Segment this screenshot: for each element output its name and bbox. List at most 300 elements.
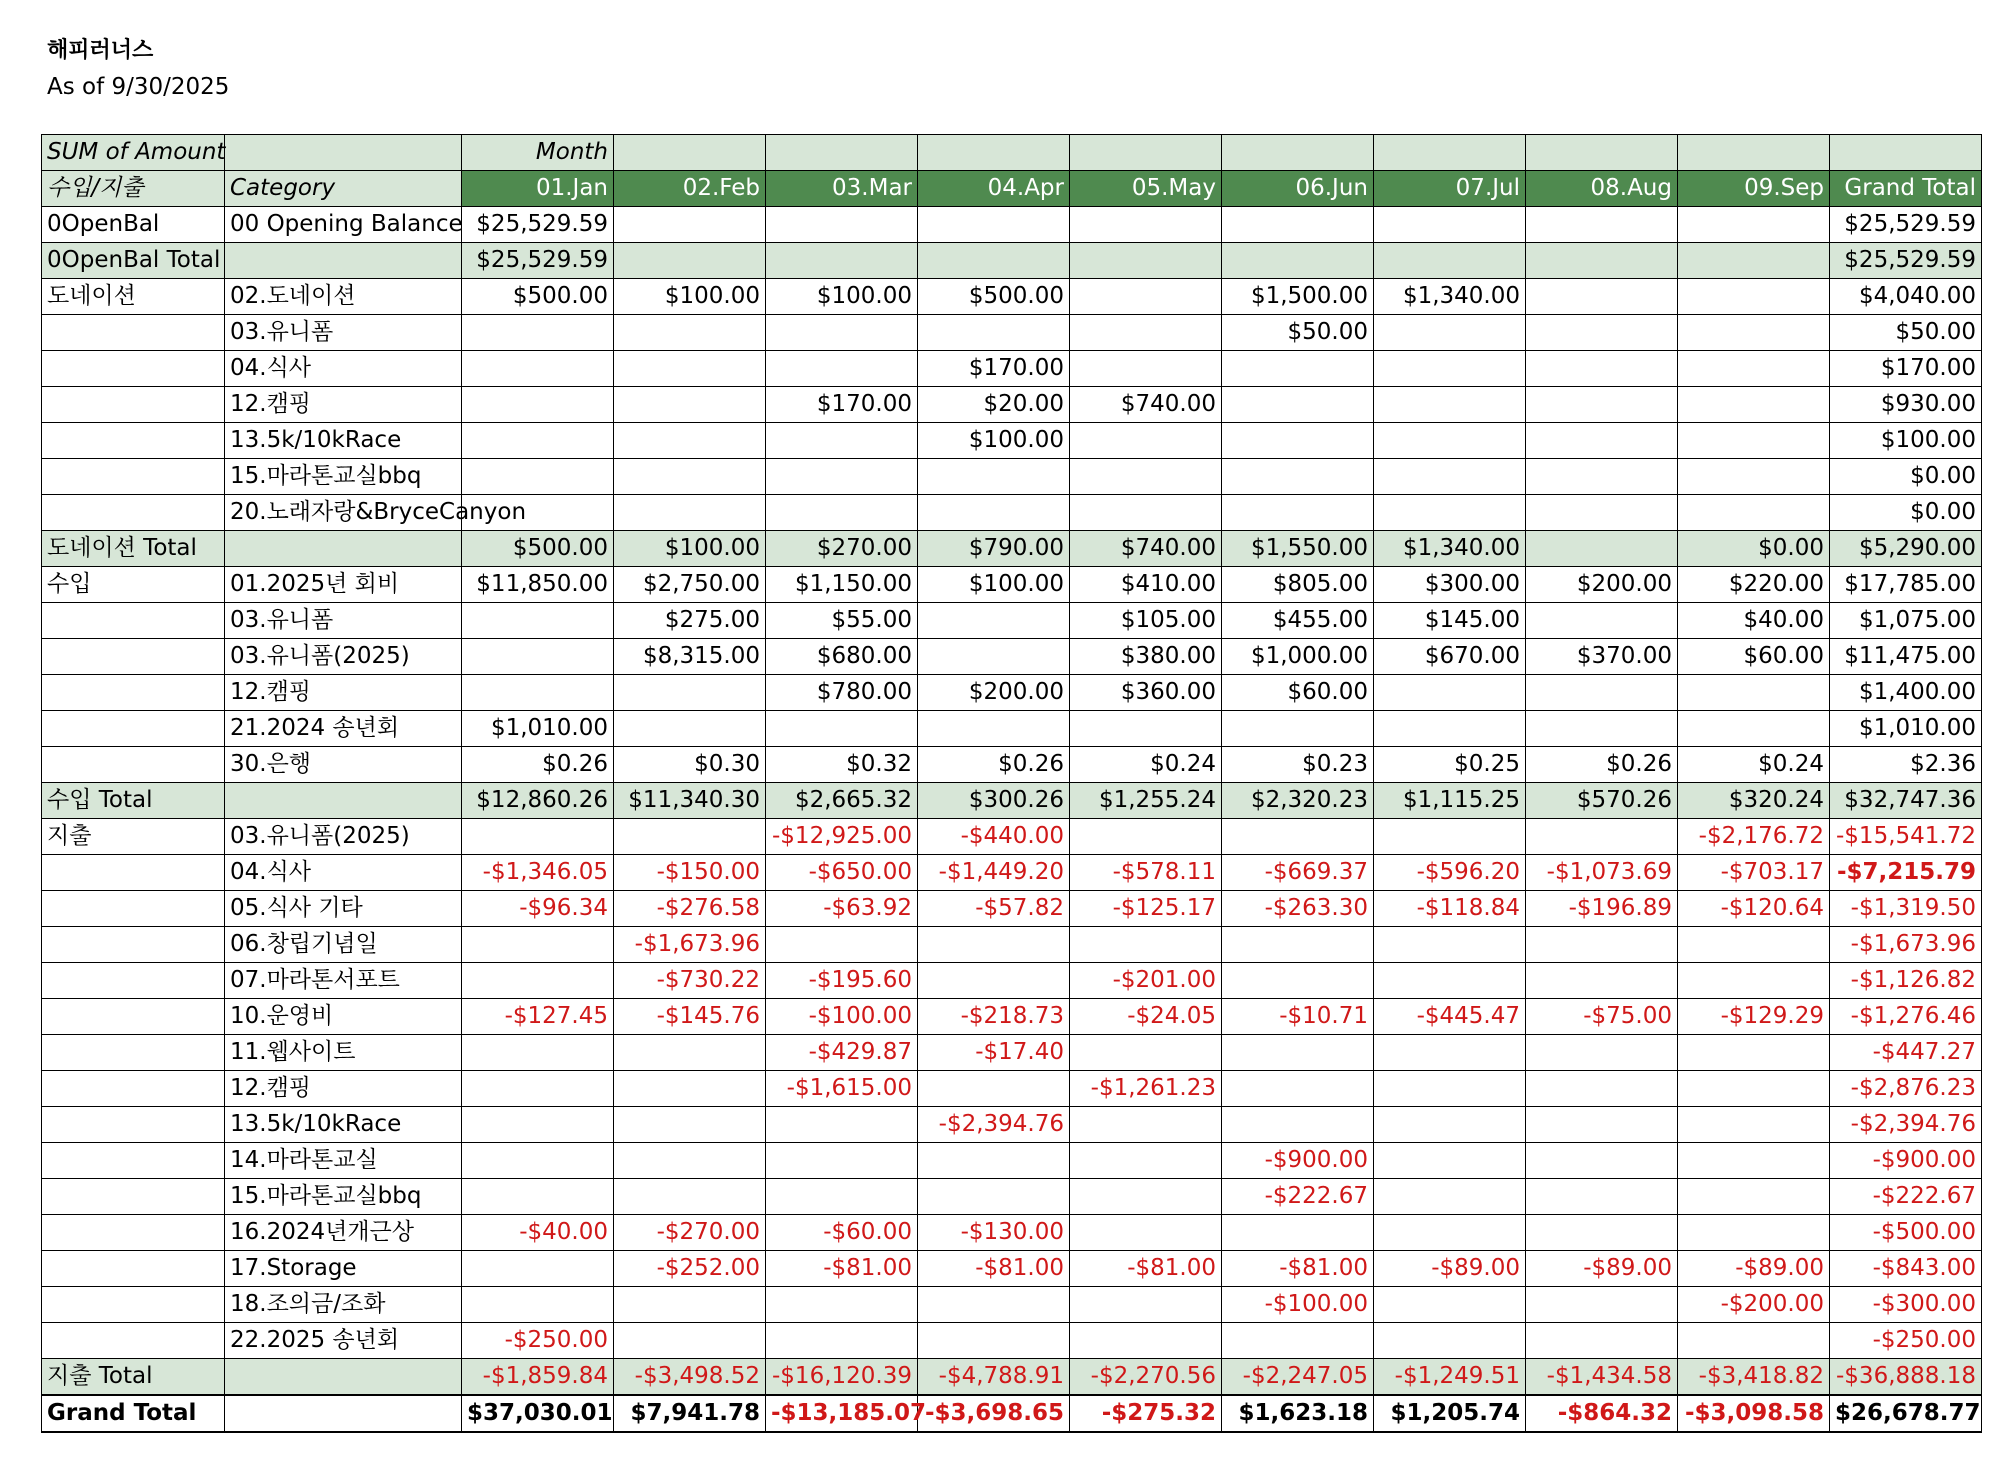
- value-cell[interactable]: -$89.00: [1526, 1251, 1678, 1287]
- group-cell[interactable]: 지출 Total: [42, 1359, 225, 1396]
- value-cell[interactable]: [1070, 1287, 1222, 1323]
- value-cell[interactable]: $740.00: [1070, 387, 1222, 423]
- category-cell[interactable]: 18.조의금/조화: [225, 1287, 462, 1323]
- value-cell[interactable]: [918, 207, 1070, 243]
- value-cell[interactable]: -$1,249.51: [1374, 1359, 1526, 1396]
- value-cell[interactable]: [462, 387, 614, 423]
- group-cell[interactable]: 0OpenBal: [42, 207, 225, 243]
- value-cell[interactable]: $670.00: [1374, 639, 1526, 675]
- value-cell[interactable]: [918, 1071, 1070, 1107]
- value-cell[interactable]: [1222, 351, 1374, 387]
- value-cell[interactable]: [1222, 1071, 1374, 1107]
- value-cell[interactable]: -$275.32: [1070, 1395, 1222, 1432]
- group-cell[interactable]: 수입 Total: [42, 783, 225, 819]
- value-cell[interactable]: -$1,615.00: [766, 1071, 918, 1107]
- value-cell[interactable]: -$218.73: [918, 999, 1070, 1035]
- value-cell[interactable]: [462, 459, 614, 495]
- value-cell[interactable]: [1070, 243, 1222, 279]
- value-cell[interactable]: -$669.37: [1222, 855, 1374, 891]
- value-cell[interactable]: [766, 1179, 918, 1215]
- value-cell[interactable]: $2,320.23: [1222, 783, 1374, 819]
- group-cell[interactable]: [42, 495, 225, 531]
- value-cell[interactable]: -$196.89: [1526, 891, 1678, 927]
- value-cell[interactable]: [1526, 1179, 1678, 1215]
- value-cell[interactable]: [462, 819, 614, 855]
- value-cell[interactable]: [1070, 315, 1222, 351]
- value-cell[interactable]: [462, 1035, 614, 1071]
- value-cell[interactable]: [1526, 711, 1678, 747]
- value-cell[interactable]: -$440.00: [918, 819, 1070, 855]
- value-cell[interactable]: $2,750.00: [614, 567, 766, 603]
- category-cell[interactable]: 12.캠핑: [225, 387, 462, 423]
- category-cell[interactable]: 15.마라톤교실bbq: [225, 459, 462, 495]
- value-cell[interactable]: [1070, 459, 1222, 495]
- value-cell[interactable]: [462, 639, 614, 675]
- value-cell[interactable]: -$276.58: [614, 891, 766, 927]
- value-cell[interactable]: [918, 603, 1070, 639]
- value-cell[interactable]: -$127.45: [462, 999, 614, 1035]
- row-total-cell[interactable]: $25,529.59: [1830, 207, 1982, 243]
- value-cell[interactable]: [766, 243, 918, 279]
- value-cell[interactable]: [614, 243, 766, 279]
- group-cell[interactable]: [42, 1323, 225, 1359]
- category-cell[interactable]: 22.2025 송년회: [225, 1323, 462, 1359]
- value-cell[interactable]: [462, 1107, 614, 1143]
- category-cell[interactable]: 07.마라톤서포트: [225, 963, 462, 999]
- value-cell[interactable]: [1526, 459, 1678, 495]
- row-total-cell[interactable]: $11,475.00: [1830, 639, 1982, 675]
- value-cell[interactable]: $570.26: [1526, 783, 1678, 819]
- value-cell[interactable]: [766, 1323, 918, 1359]
- value-cell[interactable]: [766, 1287, 918, 1323]
- value-cell[interactable]: [462, 963, 614, 999]
- value-cell[interactable]: $1,000.00: [1222, 639, 1374, 675]
- value-cell[interactable]: $780.00: [766, 675, 918, 711]
- value-cell[interactable]: -$81.00: [918, 1251, 1070, 1287]
- value-cell[interactable]: [1526, 603, 1678, 639]
- value-cell[interactable]: [1678, 315, 1830, 351]
- group-cell[interactable]: [42, 999, 225, 1035]
- value-cell[interactable]: [1222, 711, 1374, 747]
- value-cell[interactable]: [918, 963, 1070, 999]
- value-cell[interactable]: $100.00: [614, 279, 766, 315]
- value-cell[interactable]: [462, 927, 614, 963]
- value-cell[interactable]: -$57.82: [918, 891, 1070, 927]
- value-cell[interactable]: [1526, 315, 1678, 351]
- value-cell[interactable]: [614, 1071, 766, 1107]
- category-cell[interactable]: [225, 531, 462, 567]
- value-cell[interactable]: [1070, 1179, 1222, 1215]
- category-cell[interactable]: 30.은행: [225, 747, 462, 783]
- value-cell[interactable]: $0.00: [1678, 531, 1830, 567]
- value-cell[interactable]: [1070, 1107, 1222, 1143]
- row-total-cell[interactable]: $26,678.77: [1830, 1395, 1982, 1432]
- month-header[interactable]: 04.Apr: [918, 171, 1070, 207]
- value-cell[interactable]: $300.26: [918, 783, 1070, 819]
- value-cell[interactable]: -$60.00: [766, 1215, 918, 1251]
- value-cell[interactable]: -$864.32: [1526, 1395, 1678, 1432]
- value-cell[interactable]: [614, 711, 766, 747]
- month-header[interactable]: 02.Feb: [614, 171, 766, 207]
- group-cell[interactable]: [42, 315, 225, 351]
- group-cell[interactable]: [42, 1107, 225, 1143]
- value-cell[interactable]: [614, 387, 766, 423]
- row-total-cell[interactable]: $2.36: [1830, 747, 1982, 783]
- value-cell[interactable]: [614, 459, 766, 495]
- value-cell[interactable]: -$16,120.39: [766, 1359, 918, 1396]
- value-cell[interactable]: $100.00: [614, 531, 766, 567]
- value-cell[interactable]: -$24.05: [1070, 999, 1222, 1035]
- group-cell[interactable]: 수입: [42, 567, 225, 603]
- category-cell[interactable]: 00 Opening Balance: [225, 207, 462, 243]
- category-cell[interactable]: 16.2024년개근상: [225, 1215, 462, 1251]
- value-cell[interactable]: [1222, 387, 1374, 423]
- group-cell[interactable]: [42, 603, 225, 639]
- value-cell[interactable]: [1374, 423, 1526, 459]
- value-cell[interactable]: [1374, 495, 1526, 531]
- value-cell[interactable]: [1374, 1107, 1526, 1143]
- value-cell[interactable]: [462, 423, 614, 459]
- value-cell[interactable]: [1222, 459, 1374, 495]
- value-cell[interactable]: $2,665.32: [766, 783, 918, 819]
- value-cell[interactable]: [1374, 1143, 1526, 1179]
- value-cell[interactable]: -$1,673.96: [614, 927, 766, 963]
- value-cell[interactable]: -$201.00: [1070, 963, 1222, 999]
- value-cell[interactable]: -$13,185.07: [766, 1395, 918, 1432]
- value-cell[interactable]: -$250.00: [462, 1323, 614, 1359]
- value-cell[interactable]: [462, 1287, 614, 1323]
- value-cell[interactable]: [1678, 207, 1830, 243]
- value-cell[interactable]: -$252.00: [614, 1251, 766, 1287]
- value-cell[interactable]: [918, 459, 1070, 495]
- value-cell[interactable]: $8,315.00: [614, 639, 766, 675]
- group-cell[interactable]: 도네이션 Total: [42, 531, 225, 567]
- value-cell[interactable]: $1,340.00: [1374, 531, 1526, 567]
- month-header[interactable]: 09.Sep: [1678, 171, 1830, 207]
- value-cell[interactable]: $200.00: [918, 675, 1070, 711]
- value-cell[interactable]: [1222, 423, 1374, 459]
- group-cell[interactable]: Grand Total: [42, 1395, 225, 1432]
- value-cell[interactable]: [1374, 927, 1526, 963]
- value-cell[interactable]: [1526, 1107, 1678, 1143]
- category-cell[interactable]: 20.노래자랑&BryceCanyon: [225, 495, 462, 531]
- value-cell[interactable]: [918, 1287, 1070, 1323]
- value-cell[interactable]: $50.00: [1222, 315, 1374, 351]
- group-cell[interactable]: [42, 1287, 225, 1323]
- month-field-label[interactable]: Month: [462, 135, 614, 171]
- value-cell[interactable]: [918, 495, 1070, 531]
- row-total-cell[interactable]: $32,747.36: [1830, 783, 1982, 819]
- value-cell[interactable]: [614, 1107, 766, 1143]
- value-cell[interactable]: $1,115.25: [1374, 783, 1526, 819]
- value-cell[interactable]: [1526, 279, 1678, 315]
- value-cell[interactable]: [1526, 387, 1678, 423]
- value-cell[interactable]: [1526, 963, 1678, 999]
- group-cell[interactable]: [42, 1071, 225, 1107]
- value-cell[interactable]: $25,529.59: [462, 207, 614, 243]
- value-cell[interactable]: [1374, 1287, 1526, 1323]
- value-cell[interactable]: [1070, 207, 1222, 243]
- value-cell[interactable]: -$81.00: [1222, 1251, 1374, 1287]
- value-cell[interactable]: -$1,073.69: [1526, 855, 1678, 891]
- value-cell[interactable]: $410.00: [1070, 567, 1222, 603]
- value-cell[interactable]: -$145.76: [614, 999, 766, 1035]
- value-cell[interactable]: $11,850.00: [462, 567, 614, 603]
- value-cell[interactable]: -$1,261.23: [1070, 1071, 1222, 1107]
- value-cell[interactable]: [1678, 1071, 1830, 1107]
- row-total-cell[interactable]: -$250.00: [1830, 1323, 1982, 1359]
- value-cell[interactable]: $360.00: [1070, 675, 1222, 711]
- row-total-cell[interactable]: -$843.00: [1830, 1251, 1982, 1287]
- month-header[interactable]: 03.Mar: [766, 171, 918, 207]
- value-cell[interactable]: [766, 711, 918, 747]
- value-cell[interactable]: [766, 1107, 918, 1143]
- value-cell[interactable]: $1,623.18: [1222, 1395, 1374, 1432]
- value-cell[interactable]: [1678, 1143, 1830, 1179]
- value-cell[interactable]: [1678, 1179, 1830, 1215]
- category-cell[interactable]: 13.5k/10kRace: [225, 423, 462, 459]
- value-cell[interactable]: $100.00: [918, 567, 1070, 603]
- value-cell[interactable]: [918, 927, 1070, 963]
- value-cell[interactable]: [1070, 423, 1222, 459]
- category-cell[interactable]: 03.유니폼(2025): [225, 819, 462, 855]
- value-cell[interactable]: -$10.71: [1222, 999, 1374, 1035]
- value-cell[interactable]: [1374, 351, 1526, 387]
- value-cell[interactable]: [614, 675, 766, 711]
- value-cell[interactable]: [1374, 819, 1526, 855]
- row-total-cell[interactable]: $1,010.00: [1830, 711, 1982, 747]
- value-cell[interactable]: -$100.00: [766, 999, 918, 1035]
- value-cell[interactable]: $12,860.26: [462, 783, 614, 819]
- row-total-cell[interactable]: $1,075.00: [1830, 603, 1982, 639]
- row-total-cell[interactable]: $0.00: [1830, 495, 1982, 531]
- value-cell[interactable]: [1678, 1323, 1830, 1359]
- value-cell[interactable]: [462, 1071, 614, 1107]
- value-cell[interactable]: [462, 675, 614, 711]
- category-cell[interactable]: 15.마라톤교실bbq: [225, 1179, 462, 1215]
- value-cell[interactable]: [1222, 1323, 1374, 1359]
- value-cell[interactable]: [1678, 963, 1830, 999]
- value-cell[interactable]: $25,529.59: [462, 243, 614, 279]
- value-cell[interactable]: $100.00: [918, 423, 1070, 459]
- value-cell[interactable]: $455.00: [1222, 603, 1374, 639]
- value-cell[interactable]: [1678, 1035, 1830, 1071]
- value-cell[interactable]: [614, 495, 766, 531]
- category-cell[interactable]: 12.캠핑: [225, 675, 462, 711]
- value-cell[interactable]: [462, 1179, 614, 1215]
- value-cell[interactable]: [918, 243, 1070, 279]
- value-cell[interactable]: $300.00: [1374, 567, 1526, 603]
- category-cell[interactable]: 17.Storage: [225, 1251, 462, 1287]
- row-total-cell[interactable]: $930.00: [1830, 387, 1982, 423]
- value-cell[interactable]: [1678, 927, 1830, 963]
- value-cell[interactable]: [1526, 675, 1678, 711]
- value-cell[interactable]: [918, 1179, 1070, 1215]
- value-cell[interactable]: [1526, 819, 1678, 855]
- value-cell[interactable]: -$100.00: [1222, 1287, 1374, 1323]
- group-cell[interactable]: [42, 747, 225, 783]
- value-cell[interactable]: [1070, 1323, 1222, 1359]
- group-cell[interactable]: [42, 387, 225, 423]
- value-cell[interactable]: -$578.11: [1070, 855, 1222, 891]
- value-cell[interactable]: -$40.00: [462, 1215, 614, 1251]
- value-cell[interactable]: $0.23: [1222, 747, 1374, 783]
- value-cell[interactable]: $790.00: [918, 531, 1070, 567]
- group-cell[interactable]: [42, 711, 225, 747]
- value-cell[interactable]: [1070, 819, 1222, 855]
- row-total-cell[interactable]: $25,529.59: [1830, 243, 1982, 279]
- row-total-cell[interactable]: $5,290.00: [1830, 531, 1982, 567]
- value-cell[interactable]: -$120.64: [1678, 891, 1830, 927]
- value-cell[interactable]: $1,010.00: [462, 711, 614, 747]
- value-cell[interactable]: [1070, 1035, 1222, 1071]
- value-cell[interactable]: -$222.67: [1222, 1179, 1374, 1215]
- value-cell[interactable]: -$81.00: [766, 1251, 918, 1287]
- value-cell[interactable]: [1374, 1179, 1526, 1215]
- row-total-cell[interactable]: -$1,126.82: [1830, 963, 1982, 999]
- value-cell[interactable]: [1222, 1035, 1374, 1071]
- value-cell[interactable]: [918, 1143, 1070, 1179]
- value-cell[interactable]: [766, 351, 918, 387]
- group-cell[interactable]: [42, 1215, 225, 1251]
- value-cell[interactable]: -$429.87: [766, 1035, 918, 1071]
- value-cell[interactable]: -$650.00: [766, 855, 918, 891]
- value-cell[interactable]: -$89.00: [1374, 1251, 1526, 1287]
- value-cell[interactable]: [1222, 1107, 1374, 1143]
- row-total-cell[interactable]: -$2,394.76: [1830, 1107, 1982, 1143]
- value-cell[interactable]: -$12,925.00: [766, 819, 918, 855]
- month-header[interactable]: 01.Jan: [462, 171, 614, 207]
- value-cell[interactable]: [766, 495, 918, 531]
- value-cell[interactable]: [462, 351, 614, 387]
- value-cell[interactable]: [1526, 1143, 1678, 1179]
- value-cell[interactable]: -$81.00: [1070, 1251, 1222, 1287]
- value-cell[interactable]: -$195.60: [766, 963, 918, 999]
- value-cell[interactable]: $0.32: [766, 747, 918, 783]
- value-cell[interactable]: [1678, 279, 1830, 315]
- group-cell[interactable]: [42, 927, 225, 963]
- value-cell[interactable]: $170.00: [766, 387, 918, 423]
- category-cell[interactable]: 01.2025년 회비: [225, 567, 462, 603]
- value-cell[interactable]: [1678, 387, 1830, 423]
- value-cell[interactable]: -$1,346.05: [462, 855, 614, 891]
- value-cell[interactable]: -$730.22: [614, 963, 766, 999]
- value-cell[interactable]: [1070, 927, 1222, 963]
- value-cell[interactable]: [1222, 819, 1374, 855]
- value-cell[interactable]: [1374, 1035, 1526, 1071]
- value-cell[interactable]: $805.00: [1222, 567, 1374, 603]
- value-cell[interactable]: -$703.17: [1678, 855, 1830, 891]
- category-cell[interactable]: 04.식사: [225, 351, 462, 387]
- row-total-cell[interactable]: $170.00: [1830, 351, 1982, 387]
- row-field-label-category[interactable]: Category: [225, 171, 462, 207]
- value-cell[interactable]: [1374, 387, 1526, 423]
- value-cell[interactable]: $0.26: [918, 747, 1070, 783]
- value-cell[interactable]: [1678, 243, 1830, 279]
- value-cell[interactable]: [766, 207, 918, 243]
- value-cell[interactable]: $220.00: [1678, 567, 1830, 603]
- value-cell[interactable]: [1374, 963, 1526, 999]
- value-cell[interactable]: $100.00: [766, 279, 918, 315]
- row-total-cell[interactable]: -$1,319.50: [1830, 891, 1982, 927]
- group-cell[interactable]: [42, 1251, 225, 1287]
- group-cell[interactable]: [42, 675, 225, 711]
- value-cell[interactable]: -$130.00: [918, 1215, 1070, 1251]
- value-cell[interactable]: [614, 1287, 766, 1323]
- value-cell[interactable]: -$118.84: [1374, 891, 1526, 927]
- value-cell[interactable]: $105.00: [1070, 603, 1222, 639]
- group-cell[interactable]: 지출: [42, 819, 225, 855]
- row-total-cell[interactable]: $100.00: [1830, 423, 1982, 459]
- value-cell[interactable]: [462, 1143, 614, 1179]
- category-cell[interactable]: 03.유니폼: [225, 603, 462, 639]
- row-total-cell[interactable]: -$2,876.23: [1830, 1071, 1982, 1107]
- value-cell[interactable]: $200.00: [1526, 567, 1678, 603]
- value-cell[interactable]: [1374, 1323, 1526, 1359]
- value-cell[interactable]: $0.25: [1374, 747, 1526, 783]
- value-cell[interactable]: [462, 1251, 614, 1287]
- value-cell[interactable]: $40.00: [1678, 603, 1830, 639]
- value-cell[interactable]: [1222, 963, 1374, 999]
- category-cell[interactable]: 12.캠핑: [225, 1071, 462, 1107]
- value-cell[interactable]: $0.24: [1678, 747, 1830, 783]
- value-cell[interactable]: -$2,270.56: [1070, 1359, 1222, 1396]
- value-cell[interactable]: -$150.00: [614, 855, 766, 891]
- value-cell[interactable]: [1222, 495, 1374, 531]
- row-total-cell[interactable]: $1,400.00: [1830, 675, 1982, 711]
- row-total-cell[interactable]: $50.00: [1830, 315, 1982, 351]
- month-header[interactable]: 06.Jun: [1222, 171, 1374, 207]
- group-cell[interactable]: [42, 855, 225, 891]
- category-cell[interactable]: 03.유니폼: [225, 315, 462, 351]
- value-cell[interactable]: [1070, 351, 1222, 387]
- row-total-cell[interactable]: -$1,276.46: [1830, 999, 1982, 1035]
- value-cell[interactable]: -$89.00: [1678, 1251, 1830, 1287]
- group-cell[interactable]: [42, 459, 225, 495]
- month-header[interactable]: 07.Jul: [1374, 171, 1526, 207]
- value-cell[interactable]: $1,205.74: [1374, 1395, 1526, 1432]
- value-cell[interactable]: [766, 1143, 918, 1179]
- group-cell[interactable]: [42, 639, 225, 675]
- value-cell[interactable]: -$2,394.76: [918, 1107, 1070, 1143]
- row-total-cell[interactable]: -$447.27: [1830, 1035, 1982, 1071]
- value-cell[interactable]: [1070, 1215, 1222, 1251]
- value-cell[interactable]: -$96.34: [462, 891, 614, 927]
- value-cell[interactable]: [1374, 243, 1526, 279]
- value-cell[interactable]: $275.00: [614, 603, 766, 639]
- group-cell[interactable]: [42, 423, 225, 459]
- value-cell[interactable]: -$270.00: [614, 1215, 766, 1251]
- group-cell[interactable]: [42, 963, 225, 999]
- month-header[interactable]: 08.Aug: [1526, 171, 1678, 207]
- category-cell[interactable]: 03.유니폼(2025): [225, 639, 462, 675]
- category-cell[interactable]: [225, 1395, 462, 1432]
- value-cell[interactable]: $7,941.78: [614, 1395, 766, 1432]
- value-cell[interactable]: $0.30: [614, 747, 766, 783]
- value-cell[interactable]: $0.26: [1526, 747, 1678, 783]
- value-cell[interactable]: -$263.30: [1222, 891, 1374, 927]
- value-cell[interactable]: [1070, 279, 1222, 315]
- grand-total-header[interactable]: Grand Total: [1830, 171, 1982, 207]
- row-total-cell[interactable]: -$300.00: [1830, 1287, 1982, 1323]
- value-cell[interactable]: [1678, 423, 1830, 459]
- value-cell[interactable]: [1678, 1107, 1830, 1143]
- value-cell[interactable]: $1,340.00: [1374, 279, 1526, 315]
- value-cell[interactable]: -$200.00: [1678, 1287, 1830, 1323]
- row-total-cell[interactable]: -$7,215.79: [1830, 855, 1982, 891]
- value-cell[interactable]: [1526, 1287, 1678, 1323]
- value-cell[interactable]: [1526, 927, 1678, 963]
